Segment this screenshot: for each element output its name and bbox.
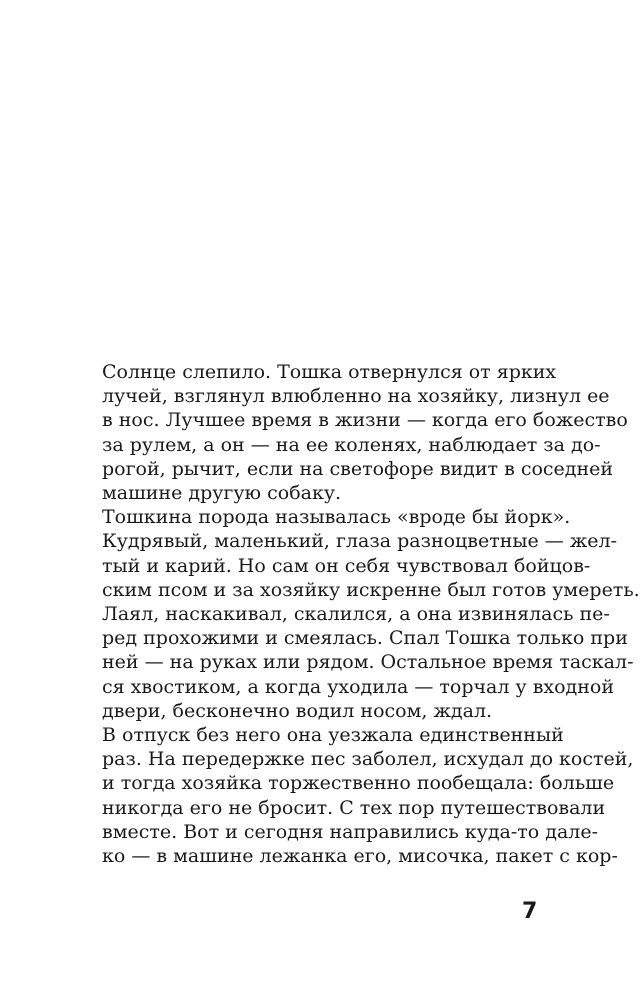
text-line: двери, бесконечно водил носом, ждал. (102, 699, 493, 722)
page-number: 7 (522, 899, 538, 924)
text-line: лучей, взглянул влюбленно на хозяйку, лизнул ее (102, 385, 610, 408)
paragraph-1 (76, 360, 628, 505)
body-text (76, 360, 640, 868)
text-line: ред прохожими и смеялась. Спал Тошка только при (102, 627, 628, 650)
text-line: машине другую собаку. (102, 482, 342, 505)
text-line: ским псом и за хозяйку искренне был готов умереть. (102, 578, 640, 601)
text-line: Лаял, наскакивал, скалился, а она извинялась пе- (102, 603, 610, 626)
text-line: Кудрявый, маленький, глаза разноцветные — жел- (102, 530, 618, 553)
text-line: раз. На передержке пес заболел, исхудал до костей, (102, 748, 634, 771)
text-line: рогой, рычит, если на светофоре видит в соседней (102, 457, 614, 480)
text-line: ся хвостиком, а когда уходила — торчал у входной (102, 675, 615, 698)
text-line: Солнце слепило. Тошка отвернулся от ярких (102, 361, 557, 383)
text-line: ней — на руках или рядом. Остальное время таскал- (102, 651, 634, 674)
text-line: вместе. Вот и сегодня направились куда-то дале- (102, 820, 599, 843)
text-line: Тошкина порода называлась «вроде бы йорк». (102, 506, 571, 529)
text-line: тый и карий. Но сам он себя чувствовал бойцов- (102, 554, 591, 577)
text-line: и тогда хозяйка торжественно пообещала: больше (102, 772, 615, 795)
paragraph-2 (76, 505, 640, 723)
text-line: никогда его не бросит. С тех пор путешествовали (102, 796, 606, 819)
text-line: В отпуск без него она уезжала единственный (102, 724, 564, 747)
text-line: за рулем, а он — на ее коленях, наблюдает за до- (102, 433, 601, 456)
text-line: в нос. Лучшее время в жизни — когда его божество (102, 409, 628, 432)
paragraph-3 (76, 723, 634, 868)
text-line: ко — в машине лежанка его, мисочка, пакет с кор- (102, 845, 618, 868)
